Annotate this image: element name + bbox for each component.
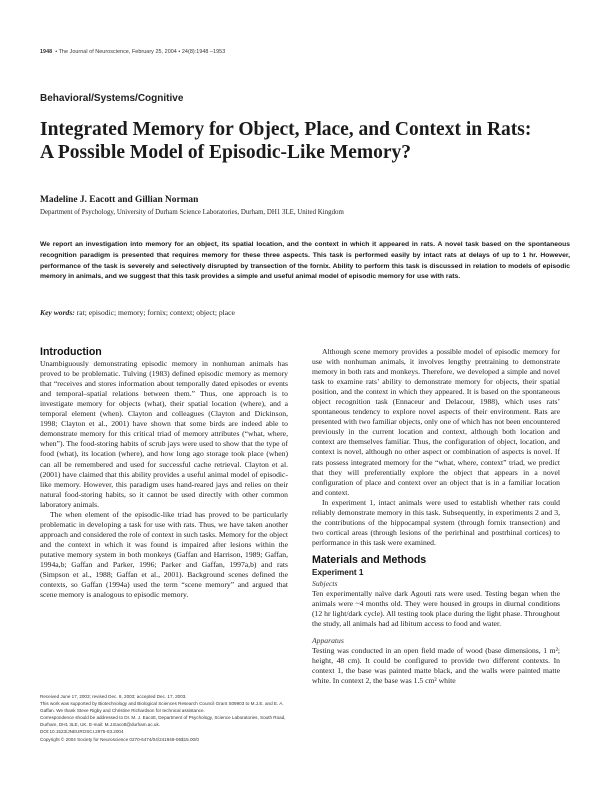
keywords-label: Key words: (40, 308, 75, 317)
intro-paragraph-1: Unambiguously demonstrating episodic memory in nonhuman animals has proved to be problematic. Tulving (1983) defined episodic memory as memory that “receives and stores information about temporally dated episodes or events and temporal–spatial relations between them.” Thus, one approach is to investigate memory for objects (what), their spatial location (where), and a temporal element (when). Clayton and colleagues (Clayton and Dickinson, 1998; Clayton et al., 2001) have shown that some birds are indeed able to demonstrate memory for this critical triad of memory attributes (“what, where, when”). The food-storing habits of scrub jays were used to show that the type of food (what), its location (where), and how long ago storage took place (when) can all be remembered and used for successful cache retrieval. Clayton et al. (2001) have claimed that this ability provides a useful animal model of episodic-like memory. However, this paradigm uses hand-reared jays and relies on their natural food-storing habits, so it cannot be used directly with other common laboratory animals. (40, 359, 288, 509)
column-left (40, 347, 288, 600)
footnote-copyright: Copyright © 2004 Society for Neuroscience 0270-6474/04/241948-06$15.00/0 (40, 736, 199, 742)
footnote-correspondence: Correspondence should be addressed to Dr. M. J. Eacott, Department of Psychology, Science Laboratories, South Road, Durham, DH1 3LE, UK. E-mail: M.J.Eacott@durham.ac.uk. (40, 715, 286, 728)
title-line-1: Integrated Memory for Object, Place, and Context in Rats: (40, 119, 532, 140)
affiliation: Department of Psychology, University of Durham Science Laboratories, Durham, DH1 3LE, United Kingdom (40, 209, 344, 216)
keywords (40, 308, 570, 317)
experiment-1-heading: Experiment 1 (312, 567, 364, 577)
apparatus-paragraph: Testing was conducted in an open field made of wood (base dimensions, 1 m²; height, 48 cm). It could be configured to provide two different contexts. In context 1, the base was painted matte black, and the walls were painted matte white. In context 2, the base was 1.5 cm² white (312, 646, 560, 686)
section-label: Behavioral/Systems/Cognitive (40, 93, 184, 104)
intro-paragraph-3: Although scene memory provides a possible model of episodic memory for use with nonhuman animals, it involves lengthy pretraining to demonstrate memory in both rats and monkeys. Therefore, we developed a simple and novel task to examine rats’ ability to demonstrate memory for objects, their spatial position, and the context in which they appeared. It is based on the spontaneous object recognition task (Ennaceur and Delacour, 1988), which uses rats’ spontaneous tendency to explore novel aspects of their environment. Rats are presented with two familiar objects, only one of which has not been encountered previously in the current location and context, although both location and context are themselves familiar. Thus, the configuration of object, location, and context is novel, although no other aspect or combination of aspects is novel. If rats possess integrated memory for the “what, where, context” triad, we predict that they will preferentially explore the object that appears in a novel configuration of place and context over an object that is in a familiar location and context. (312, 347, 560, 497)
subjects-heading: Subjects (312, 579, 338, 589)
apparatus-heading: Apparatus (312, 636, 344, 646)
journal-citation: • The Journal of Neuroscience, February 25, 2004 • 24(8):1948 –1953 (55, 49, 226, 55)
column-right (312, 347, 560, 687)
page-number: 1948 (40, 49, 53, 55)
running-head (40, 49, 225, 55)
footnote-doi: DOI:10.1523/JNEUROSCI.2975-03.2004 (40, 729, 124, 735)
footnotes (40, 693, 292, 743)
article-title (40, 118, 560, 164)
keywords-text: rat; episodic; memory; fornix; context; object; place (74, 308, 235, 317)
intro-paragraph-4: In experiment 1, intact animals were used to establish whether rats could reliably demonstrate memory in this task. Subsequently, in experiments 2 and 3, the contributions of the hippocampal system (through fornix transection) and two cortical areas (through lesions of the perirhinal and postrhinal cortices) to performance in this task were examined. (312, 497, 560, 547)
title-line-2: A Possible Model of Episodic-Like Memory? (40, 142, 412, 163)
authors: Madeline J. Eacott and Gillian Norman (40, 195, 199, 205)
introduction-heading: Introduction (40, 346, 102, 358)
subjects-paragraph: Ten experimentally naïve dark Agouti rats were used. Testing began when the animals were ~4 months old. They were housed in groups in diurnal conditions (12 hr light/dark cycle). All testing took place during the light phase. Throughout the study, all animals had ad libitum access to food and water. (312, 589, 560, 629)
footnote-received: Received June 17, 2003; revised Dec. 8, 2003; accepted Dec. 17, 2003. (40, 694, 187, 699)
methods-heading: Materials and Methods (312, 553, 427, 566)
intro-paragraph-2: The when element of the episodic-like triad has proved to be particularly problematic in developing a task for use with rats. Thus, we have taken another approach and considered the role of context in such tasks. Memory for the object and the context in which it was found is impaired after lesions within the putative memory system in both monkeys (Gaffan and Harrison, 1989; Gaffan, 1994a,b; Gaffan and Parker, 1996; Parker and Gaffan, 1997a,b) and rats (Simpson et al., 1988; Gaffan et al., 2001). Background scenes defined the contexts, so Gaffan (1994a) used the term “scene memory” and argued that scene memory is analogous to episodic memory. (40, 509, 288, 600)
abstract: We report an investigation into memory for an object, its spatial location, and the context in which it appeared in rats. A novel task based on the spontaneous recognition paradigm is presented that requires memory for these three aspects. This task is performed easily by intact rats at delays of up to 1 hr. However, performance of the task is severely and selectively disrupted by transection of the fornix. Ability to perform this task is discussed in relation to models of episodic memory in animals, and we suggest that this task provides a simple and useful animal model of episodic memory for use with rats. (40, 241, 570, 281)
footnote-support: This work was supported by Biotechnology and Biological Sciences Research Council Grant S09903 to M.J.E. and E. A. Gaffan. We thank Steve Rigby and Christine Richardson for technical assistance. (40, 701, 284, 714)
